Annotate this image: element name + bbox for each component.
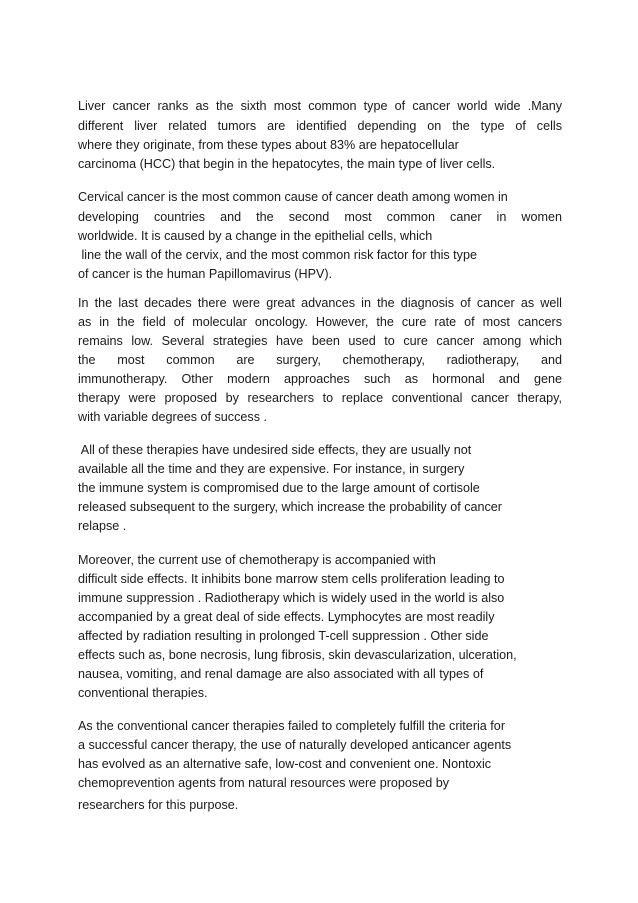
text-line: the immune system is compromised due to the large amount of cortisole xyxy=(78,481,480,495)
text-line: conventional therapies. xyxy=(78,686,208,700)
text-line: the most common are surgery, chemotherapy, radiotherapy, and xyxy=(78,353,562,367)
text-line: immunotherapy. Other modern approaches such as hormonal and gene xyxy=(78,372,562,386)
text-line: different liver related tumors are identified depending on the type of cells xyxy=(78,119,562,133)
text-line: relapse . xyxy=(78,519,127,533)
text-line: remains low. Several strategies have been used to cure cancer among which xyxy=(78,334,562,348)
text-line: nausea, vomiting, and renal damage are also associated with all types of xyxy=(78,667,484,681)
text-line: with variable degrees of success . xyxy=(78,410,267,424)
text-line: line the wall of the cervix, and the most common risk factor for this type xyxy=(78,248,477,262)
text-line: therapy were proposed by researchers to replace conventional cancer therapy, xyxy=(78,391,562,405)
text-line: immune suppression . Radiotherapy which is widely used in the world is also xyxy=(78,591,505,605)
text-line: carcinoma (HCC) that begin in the hepatocytes, the main type of liver cells. xyxy=(78,157,496,171)
text-line: difficult side effects. It inhibits bone marrow stem cells proliferation leading to xyxy=(78,572,505,586)
text-line: released subsequent to the surgery, which increase the probability of cancer xyxy=(78,500,502,514)
text-line: available all the time and they are expensive. For instance, in surgery xyxy=(78,462,465,476)
text-line: has evolved as an alternative safe, low-cost and convenient one. Nontoxic xyxy=(78,757,492,771)
text-line: Cervical cancer is the most common cause of cancer death among women in xyxy=(78,190,508,204)
text-line: where they originate, from these types about 83% are hepatocellular xyxy=(78,138,459,152)
text-line: effects such as, bone necrosis, lung fibrosis, skin devascularization, ulceration, xyxy=(78,648,517,662)
text-line: chemoprevention agents from natural resources were proposed by xyxy=(78,776,450,790)
text-line: as in the field of molecular oncology. However, the cure rate of most cancers xyxy=(78,315,562,329)
text-line: Liver cancer ranks as the sixth most common type of cancer world wide .Many xyxy=(78,99,562,113)
text-line: of cancer is the human Papillomavirus (HPV). xyxy=(78,267,333,281)
text-line: Moreover, the current use of chemotherapy is accompanied with xyxy=(78,553,436,567)
text-line: worldwide. It is caused by a change in the epithelial cells, which xyxy=(78,229,433,243)
text-line: a successful cancer therapy, the use of naturally developed anticancer agents xyxy=(78,738,512,752)
text-line: developing countries and the second most common caner in women xyxy=(78,210,562,224)
text-line: affected by radiation resulting in prolonged T-cell suppression . Other side xyxy=(78,629,489,643)
text-line: researchers for this purpose. xyxy=(78,798,239,812)
text-line: accompanied by a great deal of side effects. Lymphocytes are most readily xyxy=(78,610,495,624)
text-line: In the last decades there were great advances in the diagnosis of cancer as well xyxy=(78,296,562,310)
text-line: As the conventional cancer therapies failed to completely fulfill the criteria for xyxy=(78,719,506,733)
text-line: All of these therapies have undesired side effects, they are usually not xyxy=(78,443,472,457)
